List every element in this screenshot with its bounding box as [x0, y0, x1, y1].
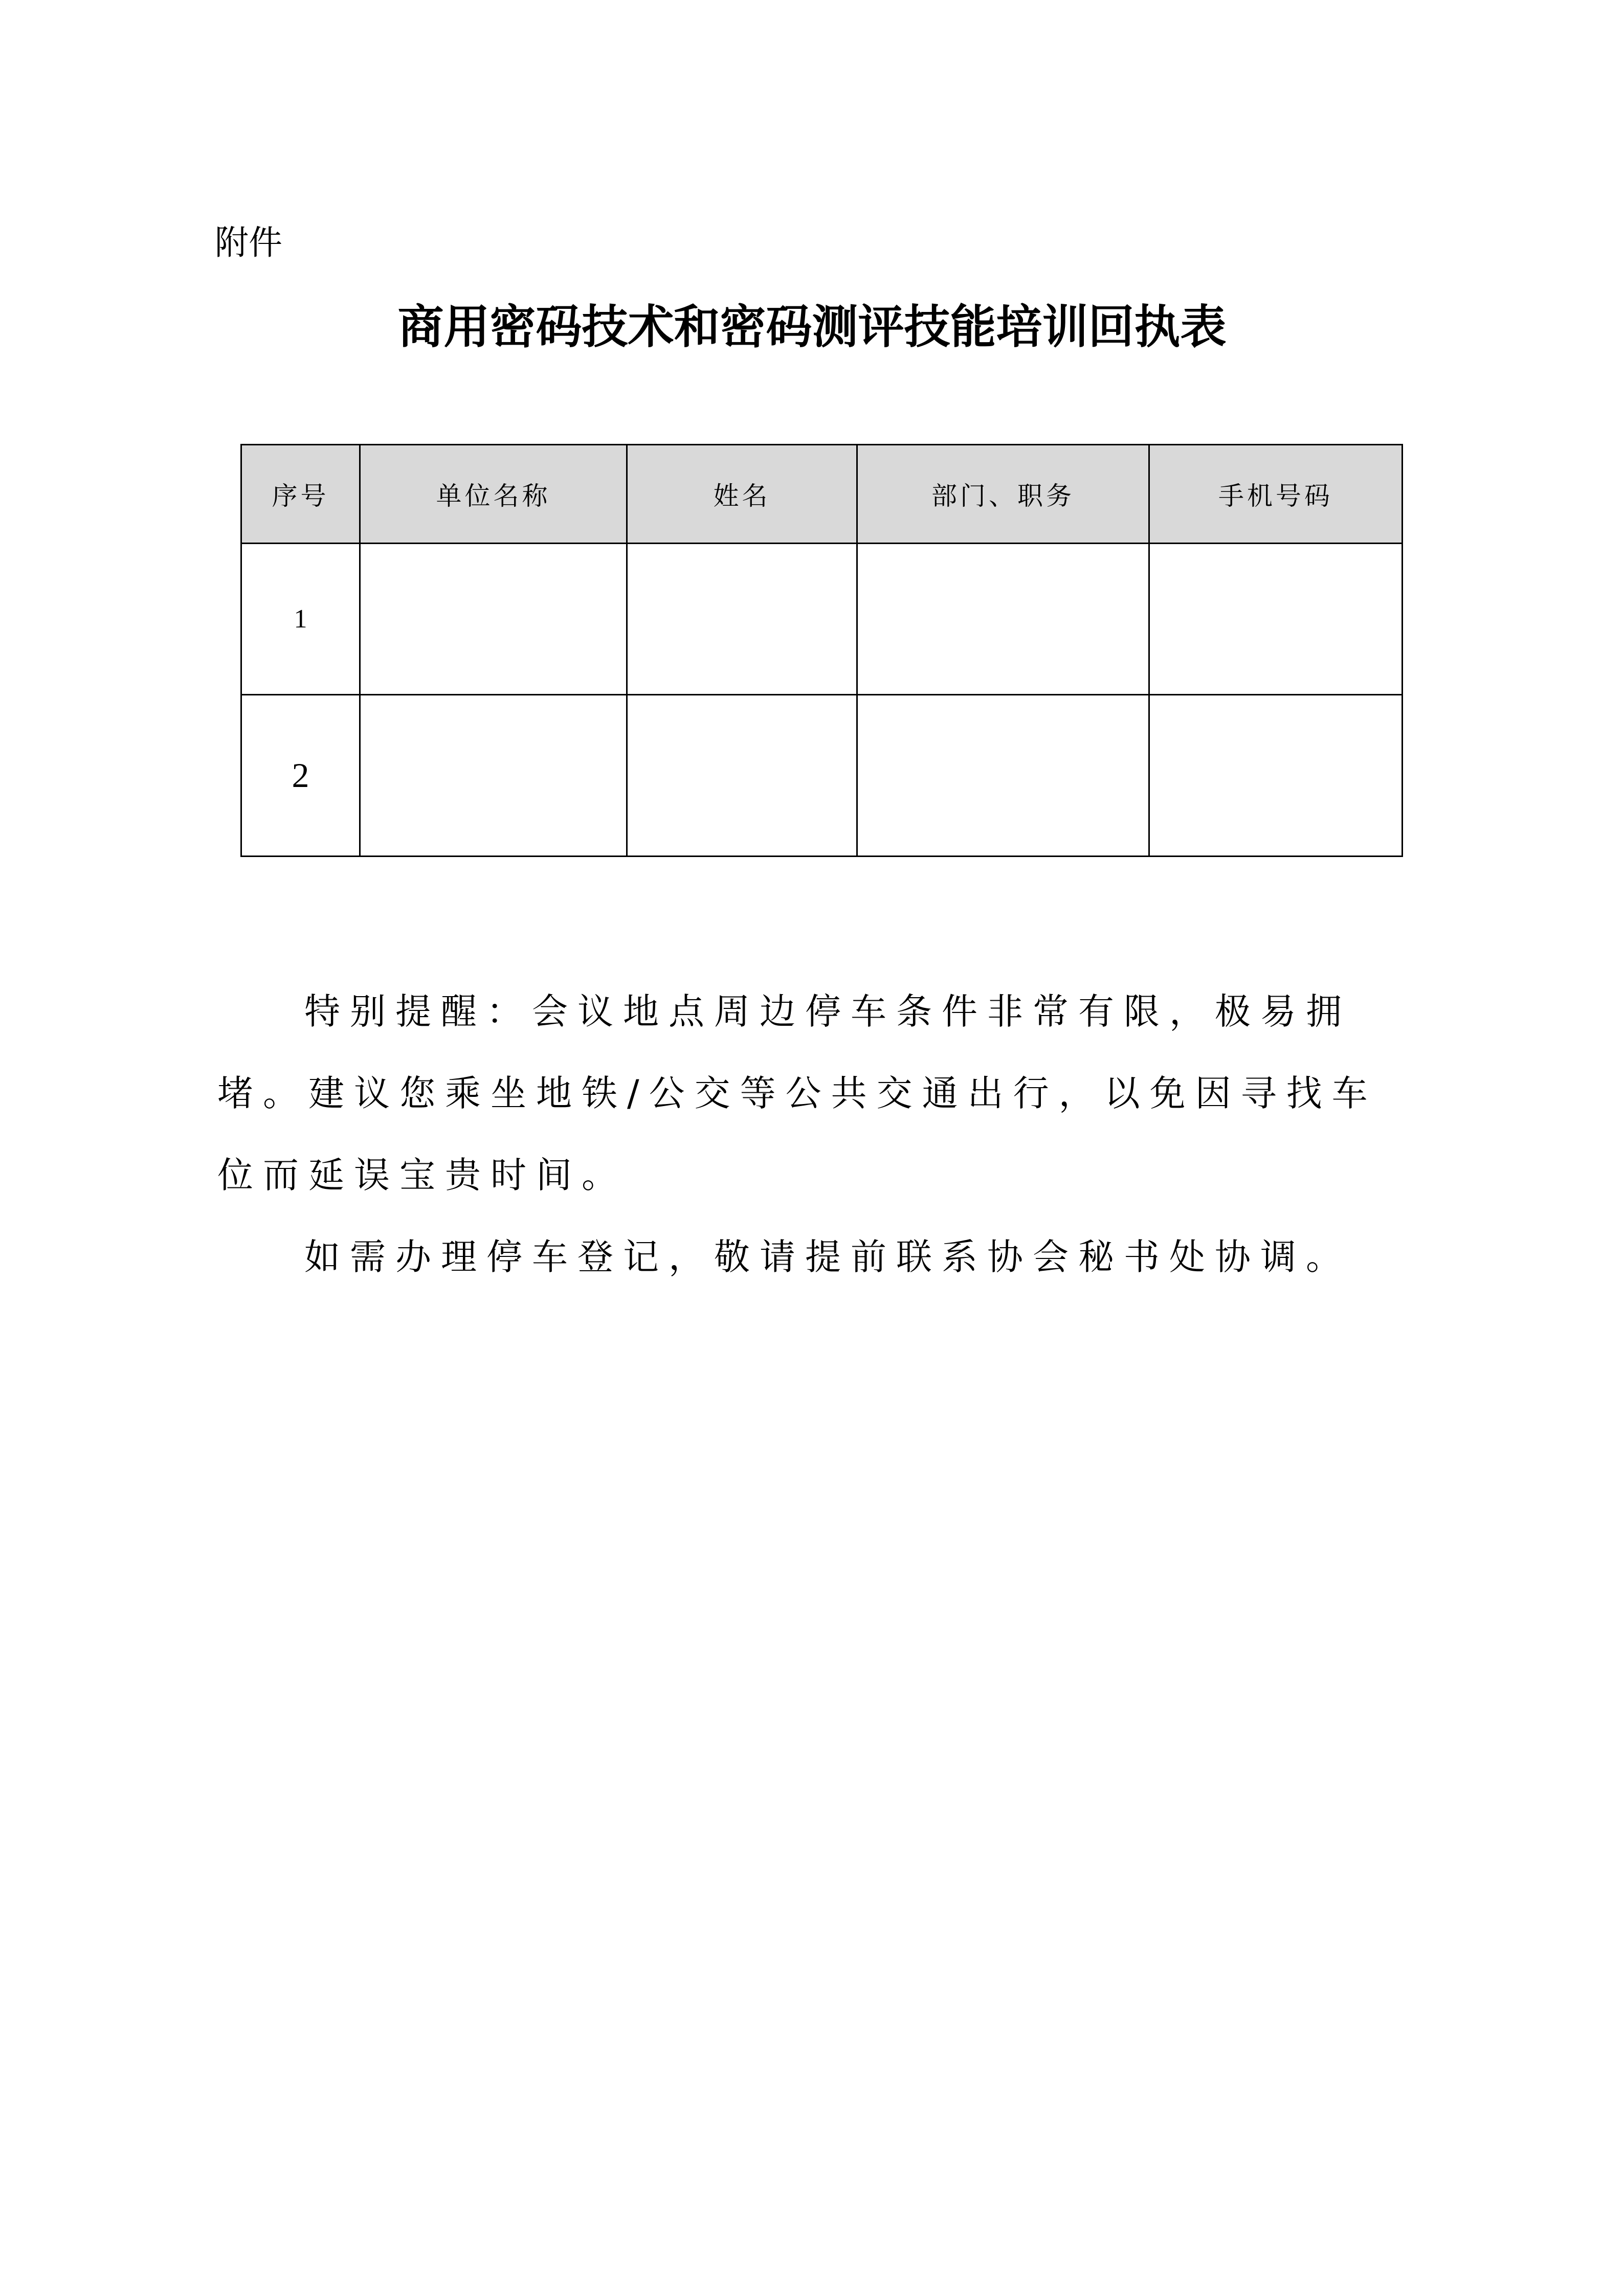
- table-row: [241, 544, 1403, 695]
- header-seq: 序号: [241, 445, 360, 544]
- seq-cell: 2: [241, 695, 360, 857]
- seq-cell: 1: [241, 544, 360, 695]
- header-department-position: 部门、职务: [857, 445, 1149, 544]
- table-header-row: [241, 445, 1403, 544]
- notice-section: [217, 971, 1417, 1298]
- parking-notice-paragraph: 特别提醒：会议地点周边停车条件非常有限，极易拥堵。建议您乘坐地铁/公交等公共交通出行，以免因寻找车位而延误宝贵时间。: [217, 991, 1377, 1196]
- department-position-cell[interactable]: [857, 695, 1149, 857]
- attachment-label: 附件: [215, 223, 282, 262]
- parking-registration-paragraph: 如需办理停车登记，敬请提前联系协会秘书处协调。: [304, 1236, 1351, 1278]
- unit-name-cell[interactable]: [360, 544, 627, 695]
- table-row: [241, 695, 1403, 857]
- document-title: 商用密码技术和密码测评技能培训回执表: [397, 300, 1227, 354]
- name-cell[interactable]: [627, 544, 857, 695]
- header-phone: 手机号码: [1149, 445, 1403, 544]
- receipt-table: [240, 444, 1403, 857]
- phone-cell[interactable]: [1149, 544, 1403, 695]
- name-cell[interactable]: [627, 695, 857, 857]
- header-name: 姓名: [627, 445, 857, 544]
- unit-name-cell[interactable]: [360, 695, 627, 857]
- header-unit-name: 单位名称: [360, 445, 627, 544]
- department-position-cell[interactable]: [857, 544, 1149, 695]
- phone-cell[interactable]: [1149, 695, 1403, 857]
